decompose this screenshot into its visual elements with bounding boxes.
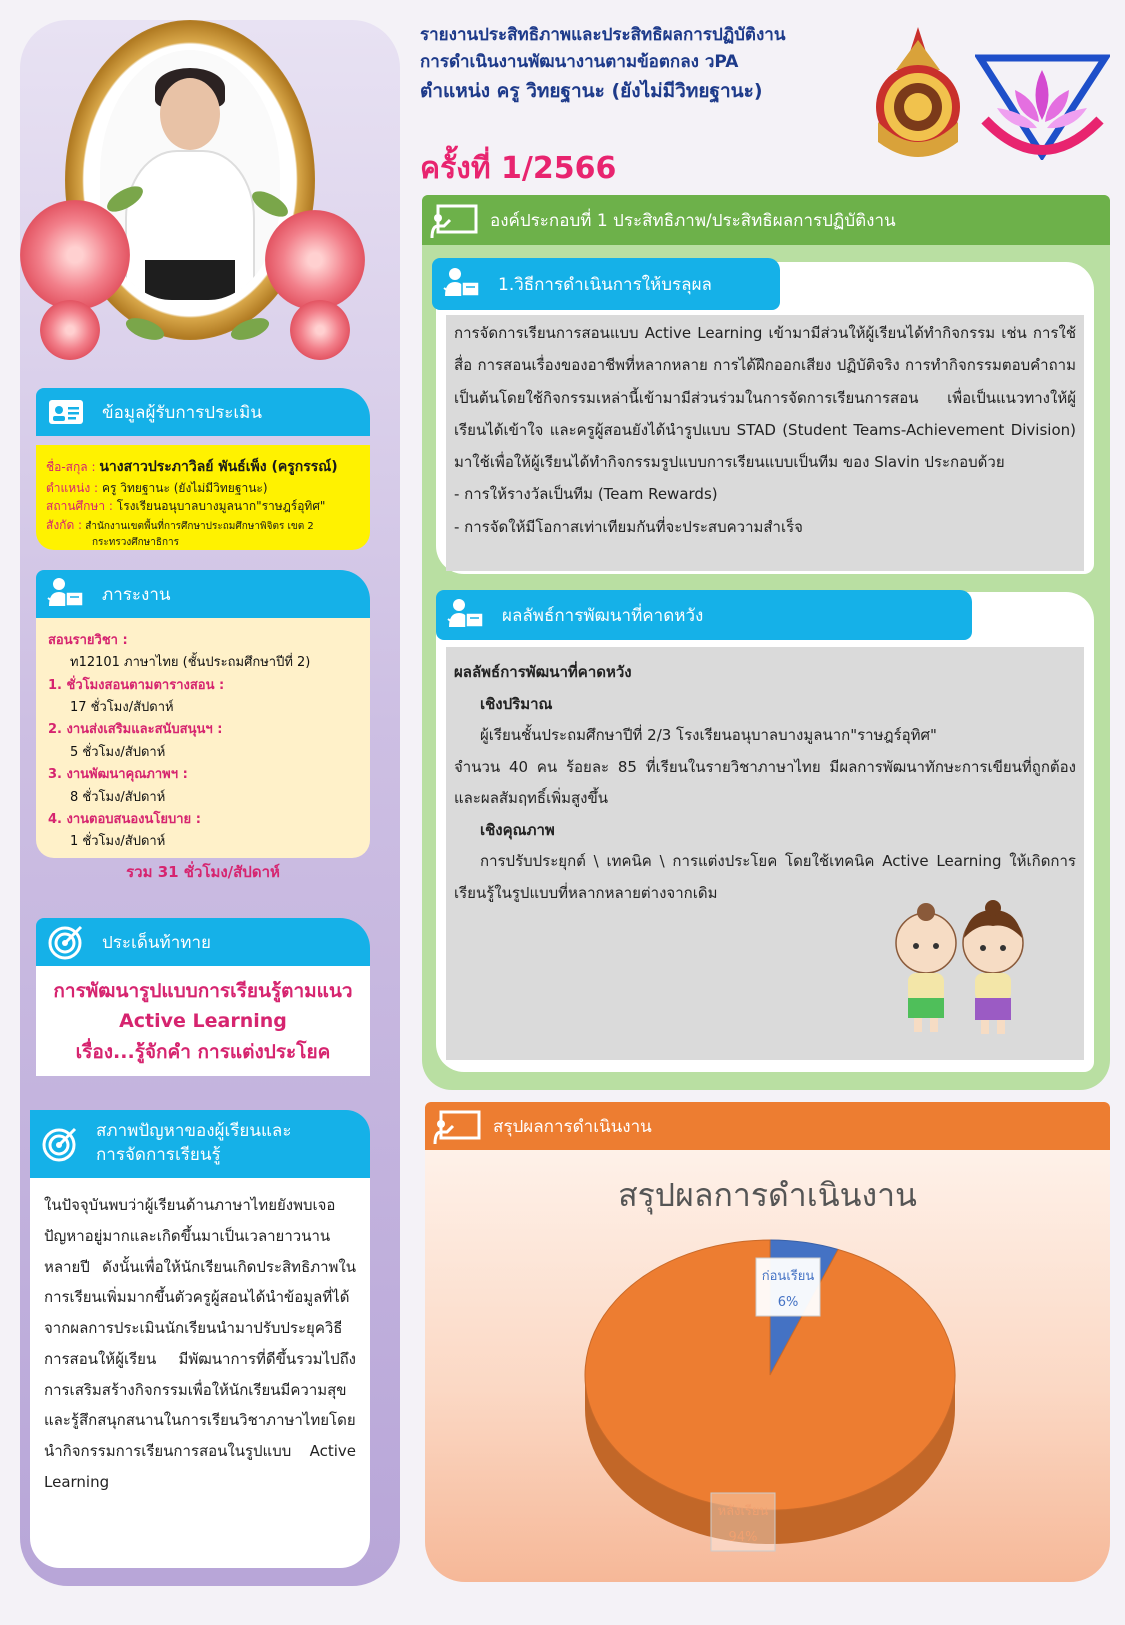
position-value: ครู วิทยฐานะ (ยังไม่มีวิทยฐานะ) <box>101 480 268 495</box>
problem-header <box>30 1110 370 1178</box>
workload-item-value: 8 ชั่วโมง/สัปดาห์ <box>70 789 166 805</box>
title-line-2: การดำเนินงานพัฒนางานตามข้อตกลง วPA <box>420 52 739 73</box>
thai-kids-illustration <box>888 898 1033 1038</box>
challenge-title: ประเด็นท้าทาย <box>102 932 211 953</box>
name-value: นางสาวประภาวิลย์ พันธ์เพ็ง (ครูกรรณ์) <box>99 459 338 475</box>
pie-label-value: 94% <box>728 1530 758 1545</box>
teacher-icon <box>444 593 488 637</box>
workload-info <box>36 618 370 881</box>
pie-label-category: หลังเรียน <box>717 1504 769 1519</box>
affiliation-value-2: กระทรวงศึกษาธิการ <box>92 537 180 549</box>
portrait-frame <box>10 10 370 380</box>
whiteboard-icon <box>433 1106 483 1146</box>
method-header <box>432 258 780 310</box>
flower-decoration <box>290 300 350 360</box>
challenge-line-3: เรื่อง...รู้จักคำ การแต่งประโยค <box>75 1040 331 1063</box>
teacher-icon <box>440 262 484 306</box>
summary-header <box>425 1102 1110 1150</box>
chart-title: สรุปผลการดำเนินงาน <box>618 1176 917 1214</box>
school-value: โรงเรียนอนุบาลบางมูลนาก"ราษฎร์อุทิศ" <box>116 499 326 514</box>
target-icon <box>44 920 88 964</box>
method-text: การจัดการเรียนการสอนแบบ Active Learning เข้ามามีส่วนให้ผู้เรียนได้ทำกิจกรรม เช่น การใช้สื่อ การสอนเรื่องของอาชีพที่หลากหลาย การได้ฝึกออกเสียง ปฏิบัติจริง การทำกิจกรรมตอบคำถาม เป็นต้นโดยใช้กิจกรรมเหล่านี้เข้ามามีส่วนร่วมในการจัดการเรียนการสอน เพื่อเป็นแนวทางให้ผู้เรียนได้เข้าใจ และครูผู้สอนยังได้นำรูปแบบ STAD (Student Teams-Achievement Division) มาใช้เพื่อให้ผู้เรียนได้ทำกิจกรรมรูปแบบการเรียนแบบเป็นทีม ของ Slavin ประกอบด้วย <box>454 324 1076 471</box>
affiliation-label: สังกัด : <box>46 517 83 532</box>
flower-decoration <box>40 300 100 360</box>
qualitative-label: เชิงคุณภาพ <box>480 820 555 839</box>
evaluatee-info <box>36 445 370 550</box>
subject-value: ท12101 ภาษาไทย (ชั้นประถมศึกษาปีที่ 2) <box>70 655 311 671</box>
workload-item-value: 1 ชั่วโมง/สัปดาห์ <box>70 834 166 850</box>
workload-item-title: 2. งานส่งเสริมและสนับสนุนฯ : <box>48 722 223 738</box>
school-label: สถานศึกษา : <box>46 499 113 514</box>
id-card-icon <box>44 390 88 434</box>
quantitative-label: เชิงปริมาณ <box>480 694 553 713</box>
method-title: 1.วิธีการดำเนินการให้บรลุผล <box>498 274 712 295</box>
teacher-icon <box>44 572 88 616</box>
method-bullet-1: - การให้รางวัลเป็นทีม (Team Rewards) <box>454 485 718 504</box>
target-icon <box>38 1122 82 1166</box>
pie-label-2 <box>711 1493 775 1551</box>
evaluatee-title: ข้อมูลผู้รับการประเมิน <box>102 402 262 423</box>
challenge-header <box>36 918 370 966</box>
title-line-3: ตำแหน่ง ครู วิทยฐานะ (ยังไม่มีวิทยฐานะ) <box>420 80 763 103</box>
flower-decoration <box>265 210 365 310</box>
workload-item-value: 17 ชั่วโมง/สัปดาห์ <box>70 700 174 716</box>
problem-text: ในปัจจุบันพบว่าผู้เรียนด้านภาษาไทยยังพบเจอปัญหาอยู่มากและเกิดขึ้นมาเป็นเวลายาวนานหลายปี ดังนั้นเพื่อให้นักเรียนเกิดประสิทธิภาพในการเรียนเพิ่มมากขึ้นตัวครูผู้สอนได้นำข้อมูลที่ได้จากผลการประเมินนักเรียนนำมาปรับประยุควิธีการสอนให้ผู้เรียน มีพัฒนาการที่ดีขึ้นรวมไปถึงการเสริมสร้างกิจกรรมเพื่อให้นักเรียนมีความสุขและรู้สึกสนุกสนานในการเรียนวิชาภาษาไทยโดยนำกิจกรรมการเรียนการสอนในรูปแบบ Active Learning <box>30 1178 370 1568</box>
outcome-heading: ผลลัพธ์การพัฒนาที่คาดหวัง <box>454 663 632 681</box>
quantitative-text-1: ผู้เรียนชั้นประถมศึกษาปีที่ 2/3 โรงเรียนอนุบาลบางมูลนาก"ราษฎร์อุทิศ" <box>480 726 937 744</box>
report-title <box>420 22 860 107</box>
flower-decoration <box>20 200 130 310</box>
quantitative-text-2: จำนวน 40 คน ร้อยละ 85 ที่เรียนในรายวิชาภาษาไทย มีผลการพัฒนาทักษะการเขียนที่ถูกต้องและผลสัมฤทธิ์เพิ่มสูงขึ้น <box>454 757 1076 807</box>
challenge-line-1: การพัฒนารูปแบบการเรียนรู้ตามแนว <box>53 980 353 1002</box>
component-1-title: องค์ประกอบที่ 1 ประสิทธิภาพ/ประสิทธิผลการปฏิบัติงาน <box>490 210 896 231</box>
workload-item-title: 3. งานพัฒนาคุณภาพฯ : <box>48 767 188 783</box>
pie-chart <box>425 1230 1110 1570</box>
round-title: ครั้งที่ 1/2566 <box>420 151 617 186</box>
method-bullet-2: - การจัดให้มีโอกาสเท่าเทียมกันที่จะประสบความสำเร็จ <box>454 517 803 536</box>
component-1-header <box>422 195 1110 245</box>
whiteboard-icon <box>430 200 480 240</box>
workload-header <box>36 570 370 618</box>
workload-title: ภาระงาน <box>102 584 171 605</box>
subject-label: สอนรายวิชา : <box>48 633 128 648</box>
workload-item-value: 5 ชั่วโมง/สัปดาห์ <box>70 744 166 760</box>
qualitative-text: การปรับประยุกต์ \ เทคนิค \ การแต่งประโยค โดยใช้เทคนิค Active Learning ให้เกิดการเรียนรู้ในรูปแบบที่หลากหลายต่างจากเดิม <box>454 852 1076 902</box>
affiliation-value-1: สำนักงานเขตพื้นที่การศึกษาประถมศึกษาพิจิตร เขต 2 <box>85 520 314 532</box>
workload-total: รวม 31 ชั่วโมง/สัปดาห์ <box>126 862 280 881</box>
method-text-box <box>446 315 1084 571</box>
problem-title-1: สภาพปัญหาของผู้เรียนและ <box>96 1121 292 1142</box>
evaluatee-header <box>36 388 370 436</box>
summary-bar-title: สรุปผลการดำเนินงาน <box>493 1116 652 1137</box>
pie-label-value: 6% <box>777 1295 799 1310</box>
outcome-header <box>436 590 972 640</box>
challenge-content <box>36 966 370 1076</box>
pie-label-1 <box>756 1258 820 1316</box>
name-label: ชื่อ-สกุล : <box>46 460 96 474</box>
problem-title <box>96 1120 291 1168</box>
problem-title-2: การจัดการเรียนรู้ <box>96 1145 221 1165</box>
school-logo-icon <box>975 50 1110 160</box>
position-label: ตำแหน่ง : <box>46 480 99 495</box>
ministry-emblem-icon <box>868 22 968 162</box>
workload-item-title: 1. ชั่วโมงสอนตามตารางสอน : <box>48 677 225 693</box>
pie-label-category: ก่อนเรียน <box>761 1269 815 1284</box>
outcome-title: ผลลัพธ์การพัฒนาที่คาดหวัง <box>502 605 704 626</box>
title-line-1: รายงานประสิทธิภาพและประสิทธิผลการปฏิบัติงาน <box>420 25 786 45</box>
challenge-line-2: Active Learning <box>119 1010 287 1033</box>
workload-item-title: 4. งานตอบสนองนโยบาย : <box>48 811 201 827</box>
